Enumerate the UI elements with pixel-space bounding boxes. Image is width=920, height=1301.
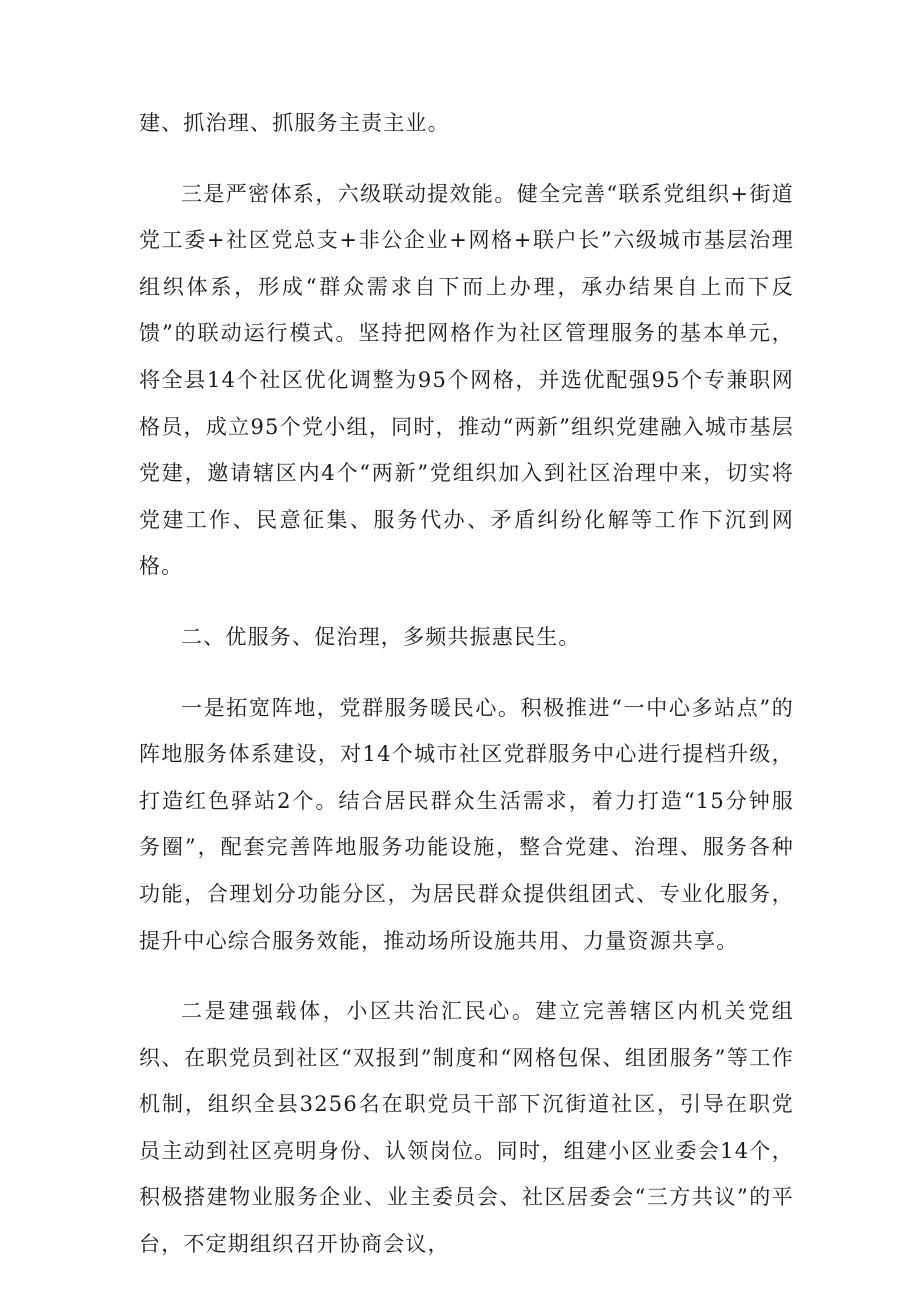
paragraph-service-positions: 一是拓宽阵地，党群服务暖民心。积极推进“一中心多站点”的阵地服务体系建设，对14个城市社区党群服务中心进行提档升级，打造红色驿站2个。结合居民群众生活需求，着力打造“15分钟服务圈”，配套完善阵地服务功能设施，整合党建、治理、服务各种功能，合理划分功能分区，为居民群众提供组团式、专业化服务，提升中心综合服务效能，推动场所设施共用、力量资源共享。 [139, 695, 794, 953]
section-heading-services: 二、优服务、促治理，多频共振惠民生。 [181, 624, 581, 649]
document-body [139, 100, 794, 1268]
paragraph-community-governance: 二是建强载体，小区共治汇民心。建立完善辖区内机关党组织、在职党员到社区“双报到”制度和“网格包保、组团服务”等工作机制，组织全县3256名在职党员干部下沉街道社区，引导在职党员主动到社区亮明身份、认领岗位。同时，组建小区业委会14个，积极搭建物业服务企业、业主委员会、社区居委会“三方共议”的平台，不定期组织召开协商会议， [139, 999, 794, 1257]
paragraph-organization-system: 三是严密体系，六级联动提效能。健全完善“联系党组织+街道党工委+社区党总支+非公企业+网格+联户长”六级城市基层治理组织体系，形成“群众需求自下而上办理，承办结果自上而下反馈”的联动运行模式。坚持把网格作为社区管理服务的基本单元，将全县14个社区优化调整为95个网格，并选优配强95个专兼职网格员，成立95个党小组，同时，推动“两新”组织党建融入城市基层党建，邀请辖区内4个“两新”党组织加入到社区治理中来，切实将党建工作、民意征集、服务代办、矛盾纠纷化解等工作下沉到网格。 [139, 181, 794, 579]
paragraph-continuation: 建、抓治理、抓服务主责主业。 [139, 111, 450, 135]
